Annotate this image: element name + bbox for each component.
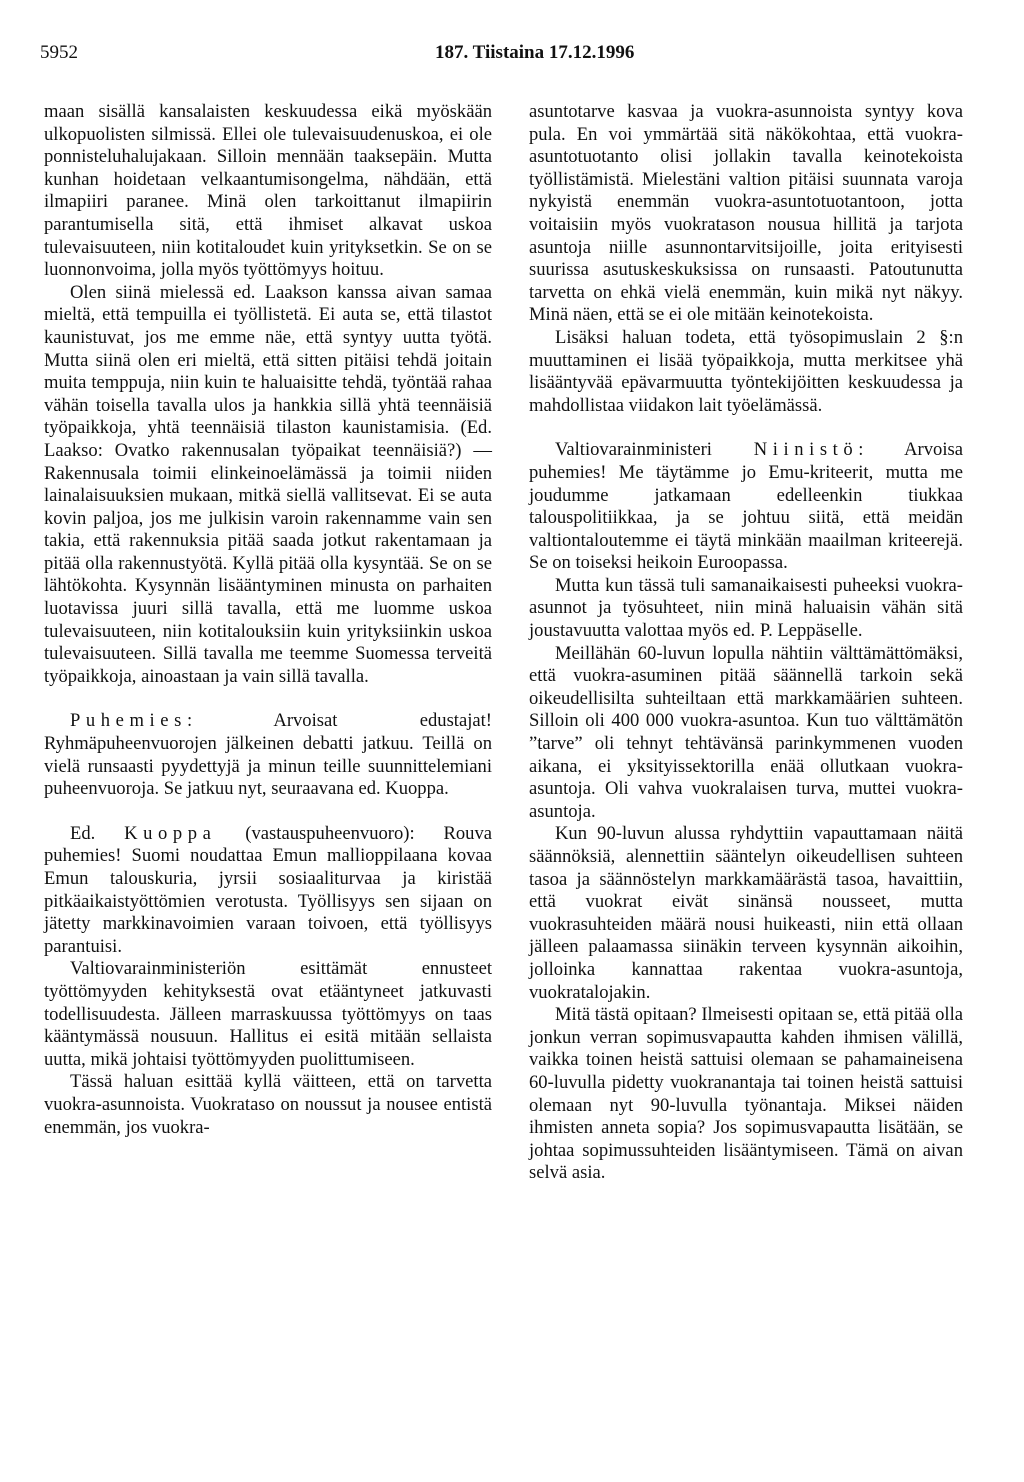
paragraph: Mutta kun tässä tuli samanaikaisesti puheeksi vuokra-asunnot ja työsuhteet, niin minä haluaisin vähän sitä joustavuutta valottaa myös ed. P. Leppäselle.	[529, 574, 963, 642]
speech-paragraph	[529, 439, 963, 575]
paragraph: Tässä haluan esittää kyllä väitteen, että on tarvetta vuokra-asunnoista. Vuokrataso on noussut ja nousee entistä enemmän, jos vuokra-	[44, 1071, 492, 1138]
speech-text: : Arvoisa puhemies! Me täytämme jo Emu-kriteerit, mutta me joudumme jatkamaan edelleenkin tiukkaa talouspolitiikkaa, ja se johtuu siitä, että meidän valtiontaloutemme ei täytä minkään maailman kriteerejä. Se on toiseksi heikoin Euroopassa.	[529, 439, 963, 574]
right-column	[529, 101, 963, 1185]
session-title: 187. Tiistaina 17.12.1996	[435, 42, 635, 63]
speaker-name: Kuoppa	[124, 822, 217, 844]
paragraph: maan sisällä kansalaisten keskuudessa eikä myöskään ulkopuolisten silmissä. Ellei ole tulevaisuudenuskoa, ei ole ponnisteluhalujakaan. Silloin mennään taaksepäin. Mutta kunhan hoidetaan velkaantumisongelma, nähdään, että ilmapiiri paranee. Minä olen tarkoittanut ilmapiirin parantumisella sitä, että ihmiset alkavat uskoa tulevaisuuteen, niin kotitaloudet kuin yrityksetkin. Se on se luonnonvoima, jolla myös työttömyys hoituu.	[44, 101, 492, 281]
paragraph: Lisäksi haluan todeta, että työsopimuslain 2 §:n muuttaminen ei lisää työpaikkoja, mutta merkitsee yhä lisääntyvää epävarmuutta työntekijöitten keskuudessa ja mahdollistaa viidakon lait työelämässä.	[529, 326, 963, 416]
page-number: 5952	[40, 42, 78, 63]
paragraph: Mitä tästä opitaan? Ilmeisesti opitaan se, että pitää olla jonkun verran sopimusvapautta kahden ihmisen välillä, vaikka toinen heistä sattuisi olemaan se pahamaineisena 60-luvulla pidetty vuokranantaja tai toinen heistä sattuisi olemaan nyt 90-luvulla työnantaja. Miksei näiden ihmisten anneta sopia? Jos sopimusvapautta lisätään, se johtaa sopimussuhteiden lisääntymiseen. Tämä on aivan selvä asia.	[529, 1004, 963, 1184]
speech-paragraph	[44, 710, 492, 800]
paragraph: Meillähän 60-luvun lopulla nähtiin välttämättömäksi, että vuokra-asuminen pitää säännellä tarkoin sekä oikeudellisilta suhteiltaan että markkamäärien suhteen. Silloin oli 400 000 vuokra-asuntoa. Kun tuo välttämätön ”tarve” oli tehnyt tehtävänsä parinkymmenen vuoden aikana, ei yksityissektorilla enää ollutkaan vuokra-asuntoja. Oli vahva vuokralaisen turva, muttei vuokra-asuntoja.	[529, 642, 963, 822]
paragraph: Olen siinä mielessä ed. Laakson kanssa aivan samaa mieltä, että tempuilla ei työllistetä. Ei auta se, että tilastot kaunistuvat, jos me emme näe, että syntyy uutta työtä. Mutta siinä olen eri mieltä, että sitten pitäisi tehdä joitain muita temppuja, niin kuin te haluaisitte tehdä, työntää rahaa vähän toisella tavalla ulos ja hankkia sillä yhtä teennäisiä työpaikkoja, yhtä teennäisiä tilaston kaunistamisia. (Ed. Laakso: Ovatko rakennusalan työpaikat teennäisiä?) — Rakennusala toimii elinkeinoelämässä ja toimii niiden lainalaisuuksien mukaan, mitkä siellä vallitsevat. Ei se auta kovin paljoa, jos me julkisin varoin rakennamme vain sen takia, että rakennuksia pitää saada jotkut rakentamaan ja pitää olla rakennustyötä. Kyllä pitää olla kysyntää. Se on se lähtökohta. Kysynnän lisääntyminen minusta on parhaiten luotavissa juuri sillä tavalla, että me luomme uskoa tulevaisuuteen, niin kotitalouksiin kuin yrityksiinkin uskoa tulevaisuuteen. Sillä tavalla me teemme Suomessa terveitä työpaikkoja, ainoastaan ja vain sillä tavalla.	[44, 281, 492, 687]
left-column	[44, 101, 492, 1139]
speaker-prefix: Ed.	[70, 822, 96, 844]
paragraph: Valtiovarainministeriön esittämät ennusteet työttömyyden kehityksestä ovat etääntyneet jatkuvasti todellisuudesta. Jälleen marraskuussa työttömyys on taas kääntymässä nousuun. Hallitus ei esitä mitään sellaista uutta, mikä johtaisi työttömyyden puolittumiseen.	[44, 958, 492, 1070]
speaker-name: Puhemies	[70, 710, 187, 732]
speech-paragraph	[44, 823, 492, 959]
page-header	[40, 42, 984, 72]
speaker-name: Niinistö	[753, 439, 859, 461]
speech-text: (vastauspuheenvuoro): Rouva puhemies! Suomi noudattaa Emun mallioppilaana kovaa Emun talouskuria, jyrsii sosiaaliturvaa ja kiristää pitkäaikaistyöttömien verotusta. Työllisyys sen sijaan on jätetty markkinavoimien varaan toivoen, että työllisyys parantuisi.	[44, 822, 493, 957]
paragraph: Kun 90-luvun alussa ryhdyttiin vapauttamaan näitä säännöksiä, alennettiin sääntelyn oikeudellisen suhteen tasoa ja säännöstelyn markkamäärästä tasoa, havaittiin, että vuokrat eivät sinänsä nousseet, mutta vuokrasuhteiden määrä nousi huikeasti, niin että ollaan jälleen palaamassa siinäkin terveen kysynnän aikoihin, jolloinka kannattaa rakentaa vuokra-asuntoja, vuokratalojakin.	[529, 823, 963, 1003]
speech-text: : Arvoisat edustajat! Ryhmäpuheenvuorojen jälkeinen debatti jatkuu. Teillä on vielä runsaasti pyydettyjä ja minun teille suunnittelemiani puheenvuoroja. Se jatkuu nyt, seuraavana ed. Kuoppa.	[44, 710, 492, 800]
paragraph: asuntotarve kasvaa ja vuokra-asunnoista syntyy kova pula. En voi ymmärtää sitä näkökohtaa, että vuokra-asuntotuotanto olisi jollakin tavalla keinotekoista työllistämistä. Mielestäni valtion pitäisi suunnata varoja nykyistä enemmän vuokra-asuntotuotantoon, jotta voitaisiin myös vuokratason nousua hillitä ja tarjota asuntoja niille asunnontarvitsijoille, joita erityisesti suurissa asutuskeskuksissa on runsaasti. Patoutunutta tarvetta on ehkä vielä enemmän, kuin mikä nyt näkyy. Minä näen, että se ei ole mitään keinotekoista.	[529, 101, 963, 326]
speaker-prefix: Valtiovarainministeri	[555, 439, 712, 461]
